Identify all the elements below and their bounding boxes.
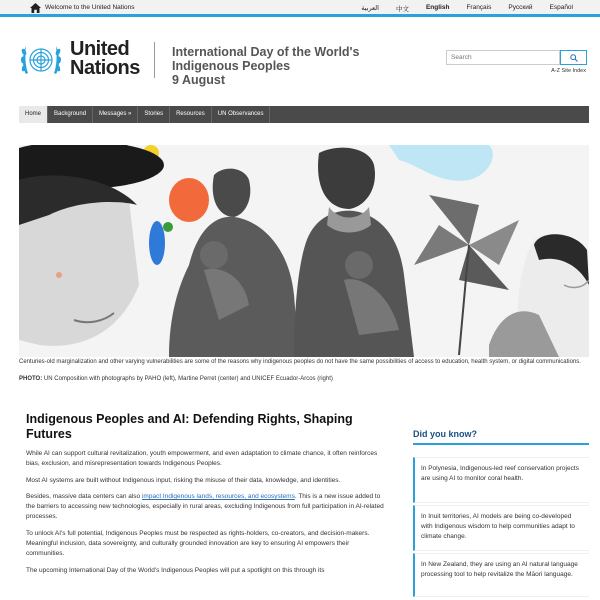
nav-resources[interactable]: Resources [170, 106, 212, 123]
article-paragraph: The upcoming International Day of the World's Indigenous Peoples will put a spotlight on this through its [26, 566, 325, 574]
hero-illustration [19, 145, 589, 357]
article-title: Indigenous Peoples and AI: Defending Rights, Shaping Futures [26, 412, 353, 441]
search-icon [570, 54, 578, 62]
search-input[interactable] [446, 50, 560, 65]
lang-arabic[interactable]: العربية [361, 5, 379, 12]
search-button[interactable] [560, 50, 587, 65]
az-site-index-link[interactable]: A-Z Site Index [551, 68, 586, 74]
main-article [26, 412, 388, 582]
did-you-know-divider [413, 443, 589, 445]
did-you-know-heading: Did you know? [413, 429, 477, 439]
nav-un-observances[interactable]: UN Observances [212, 106, 271, 123]
article-paragraph [26, 492, 388, 523]
logo-line-1: United [70, 38, 130, 60]
lang-russian[interactable]: Русский [508, 4, 533, 11]
lang-spanish[interactable]: Español [549, 4, 573, 11]
nav-messages[interactable]: Messages » [93, 106, 138, 123]
lang-french[interactable]: Français [466, 4, 492, 11]
article-text: Besides, massive data centers can also [26, 492, 142, 500]
fact-item: In New Zealand, they are using an AI natural language processing tool to help revitalize the Māori language. [413, 553, 589, 597]
article-paragraph: To unlock AI's full potential, Indigenous Peoples must be respected as rights-holders, co-creators, and decision-makers. Meaningful inclusion, data sovereignty, and culturally grounded innovation are key to ensuring AI empowers their communities. [26, 529, 370, 558]
page-title-line-3: 9 August [172, 73, 226, 87]
hero-caption: Centuries-old marginalization and other varying vulnerabilities are some of the reasons why indigenous peoples do not have the same possibilities of access to education, health system, or digital communications. [19, 359, 581, 365]
un-emblem-icon[interactable] [18, 40, 64, 80]
fact-item: In Polynesia, Indigenous-led reef conservation projects are using AI to monitor coral health. [413, 457, 589, 503]
article-paragraph: While AI can support cultural revitalization, youth empowerment, and even adaptation to climate chance, it often reinforces bias, exclusion, and misrepresentation towards Indigenous Peoples. [26, 450, 378, 468]
main-nav [19, 106, 589, 123]
logo-line-2: Nations [70, 57, 140, 79]
indigenous-lands-link[interactable]: impact Indigenous lands, resources, and ecosystems [141, 492, 295, 500]
hero-image [19, 145, 589, 357]
page-title-line-1: International Day of the World's [172, 45, 360, 59]
top-bar [0, 0, 600, 17]
nav-background[interactable]: Background [48, 106, 93, 123]
lang-chinese[interactable]: 中文 [395, 6, 409, 13]
welcome-link[interactable]: Welcome to the United Nations [45, 4, 135, 11]
nav-home[interactable]: Home [19, 106, 48, 123]
fact-item: In Inuit territories, AI models are being co-developed with Indigenous wisdom to help communities adapt to climate change. [413, 505, 589, 551]
photo-credit-text: UN Composition with photographs by PAHO (left), Martine Perret (center) and UNICEF Ecuador-Arcos (right) [43, 376, 333, 382]
photo-credit-label: PHOTO: [19, 376, 43, 382]
home-icon[interactable] [30, 3, 41, 13]
article-text: . This is a new issue added to the barriers to accessing new technologies, especially in rural areas, excluding Indigenous from full participation in AI-related processes. [26, 492, 384, 521]
language-switcher [344, 4, 573, 13]
photo-credit [19, 376, 333, 382]
header-divider [154, 42, 155, 78]
page-title[interactable] [172, 45, 392, 87]
lang-english[interactable]: English [425, 4, 450, 11]
article-paragraph: Most AI systems are built without Indigenous input, risking the misuse of their data, knowledge, and identities. [26, 476, 341, 484]
un-logo-wordmark[interactable] [70, 40, 140, 78]
nav-stories[interactable]: Stories [138, 106, 170, 123]
page-title-line-2: Indigenous Peoples [172, 59, 291, 73]
